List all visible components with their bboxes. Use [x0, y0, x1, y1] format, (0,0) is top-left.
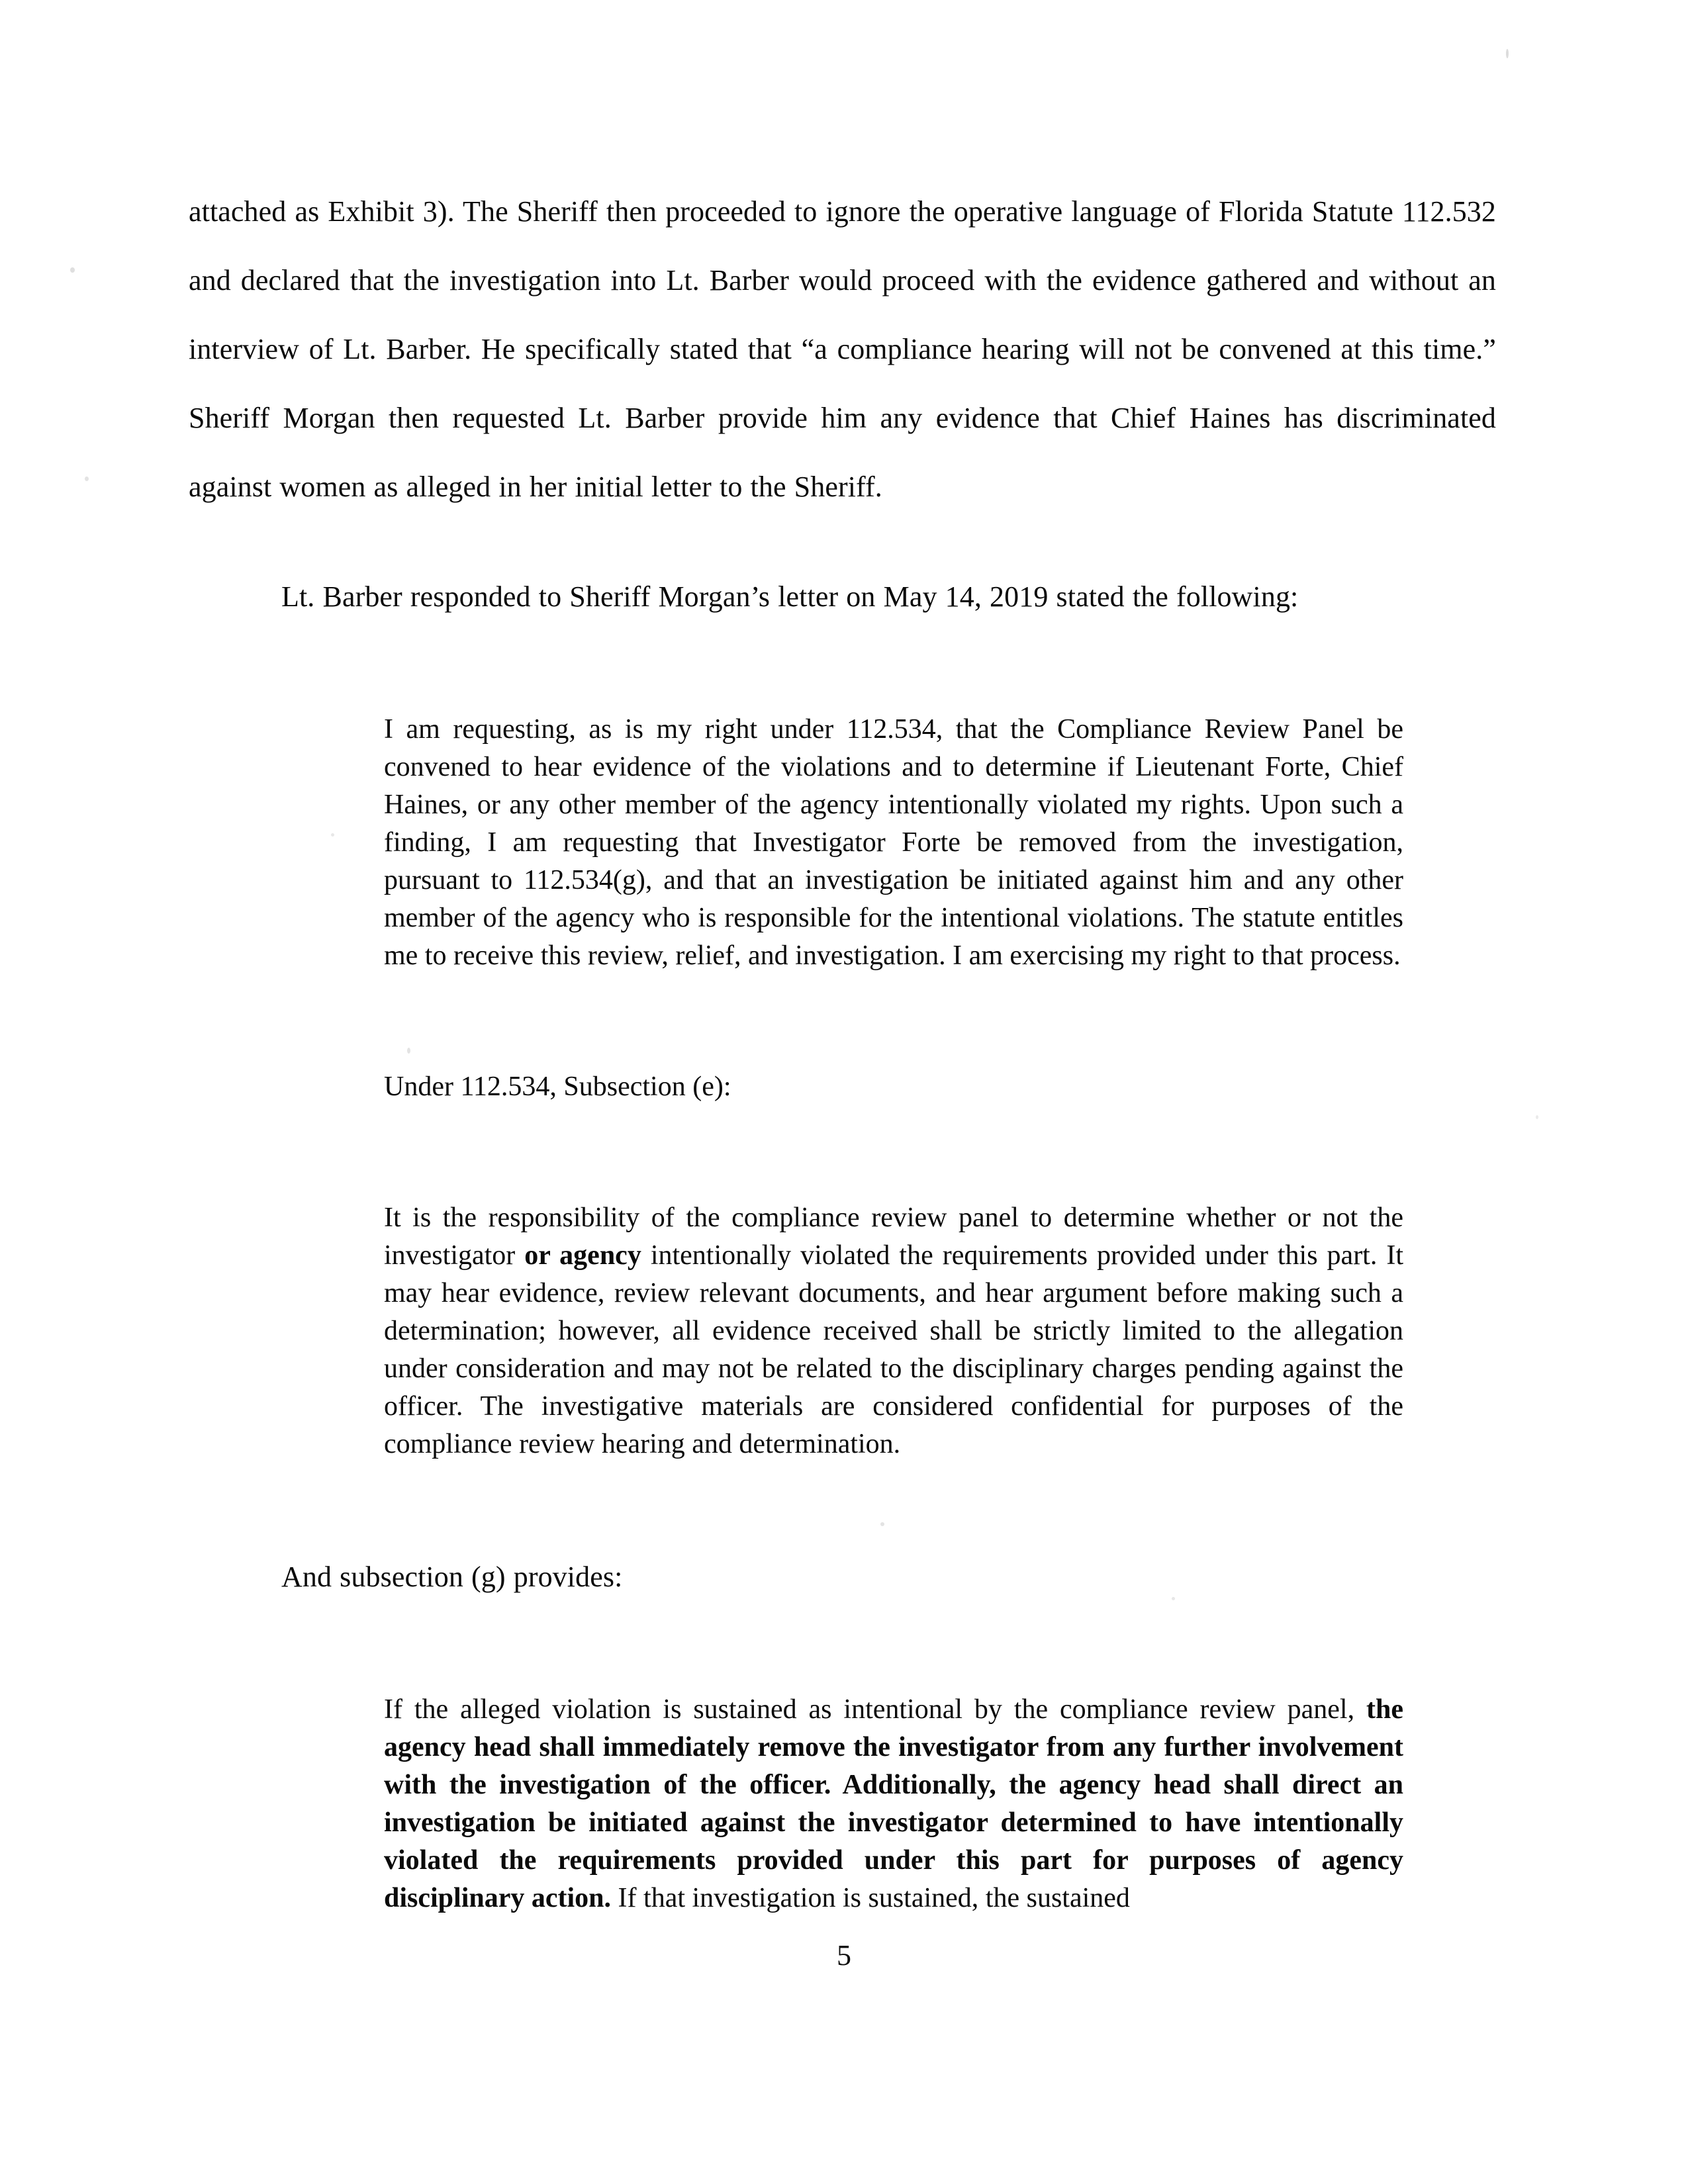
paragraph-spacer [189, 522, 1496, 563]
block-quote-3 [384, 1691, 1403, 1917]
scan-speckle [70, 267, 75, 273]
block-quote-3-bold: the agency head shall immediately remove the investigator from any further involvement with the investigation of the officer. Additionally, the agency head shall direct an investigation be initiated against the investigator determined to have intentionally violated the requirements provided under this part for purposes of agency disciplinary action. [384, 1694, 1403, 1913]
block-quote-2-bold: or agency [524, 1240, 641, 1271]
quote-spacer-5 [189, 1612, 1496, 1663]
quote-spacer-2 [189, 1003, 1496, 1040]
body-paragraph-3: And subsection (g) provides: [281, 1561, 623, 1593]
scan-speckle [1536, 1115, 1538, 1119]
scan-speckle [85, 477, 89, 481]
document-body [189, 177, 1496, 1945]
quote-spacer-1 [189, 631, 1496, 683]
block-quote-3-part-2: If that investigation is sustained, the sustained [611, 1883, 1130, 1913]
body-paragraph-1: attached as Exhibit 3). The Sheriff then proceeded to ignore the operative language of Florida Statute 112.532 and declared that the investigation into Lt. Barber would proceed with the evidence gathered and without an interview of Lt. Barber. He specifically stated that “a compliance hearing will not be convened at this time.” Sheriff Morgan then requested Lt. Barber provide him any evidence that Chief Haines has discriminated against women as alleged in her initial letter to the Sheriff. [189, 195, 1496, 503]
block-quote-2-part-2: intentionally violated the requirements provided under this part. It may hear evidence, review relevant documents, and hear argument before making such a determination; however, all evidence received shall be strictly limited to the allegation under consideration and may not be related to the disciplinary charges pending against the officer. The investigative materials are considered confidential for purposes of the compliance review hearing and determination. [384, 1240, 1403, 1459]
quote-spacer-3 [189, 1134, 1496, 1171]
block-quote-2 [384, 1199, 1403, 1463]
body-paragraph-2: Lt. Barber responded to Sheriff Morgan’s letter on May 14, 2019 stated the following: [281, 580, 1299, 613]
block-quote-2-heading: Under 112.534, Subsection (e): [384, 1071, 731, 1102]
quote-spacer-4 [189, 1491, 1496, 1543]
page-number: 5 [837, 1939, 851, 1972]
block-quote-1: I am requesting, as is my right under 112.534, that the Compliance Review Panel be convened to hear evidence of the violations and to determine if Lieutenant Forte, Chief Haines, or any other member of the agency intentionally violated my rights. Upon such a finding, I am requesting that Investigator Forte be removed from the investigation, pursuant to 112.534(g), and that an investigation be initiated against him and any other member of the agency who is responsible for the intentional violations. The statute entitles me to receive this review, relief, and investigation. I am exercising my right to that process. [384, 714, 1403, 971]
block-quote-2-part-1: It is the responsibility of the compliance review panel to determine whether or not the investigator [384, 1203, 1403, 1271]
block-quote-3-part-1: If the alleged violation is sustained as intentional by the compliance review panel, [384, 1694, 1366, 1725]
scan-speckle [1506, 49, 1509, 58]
